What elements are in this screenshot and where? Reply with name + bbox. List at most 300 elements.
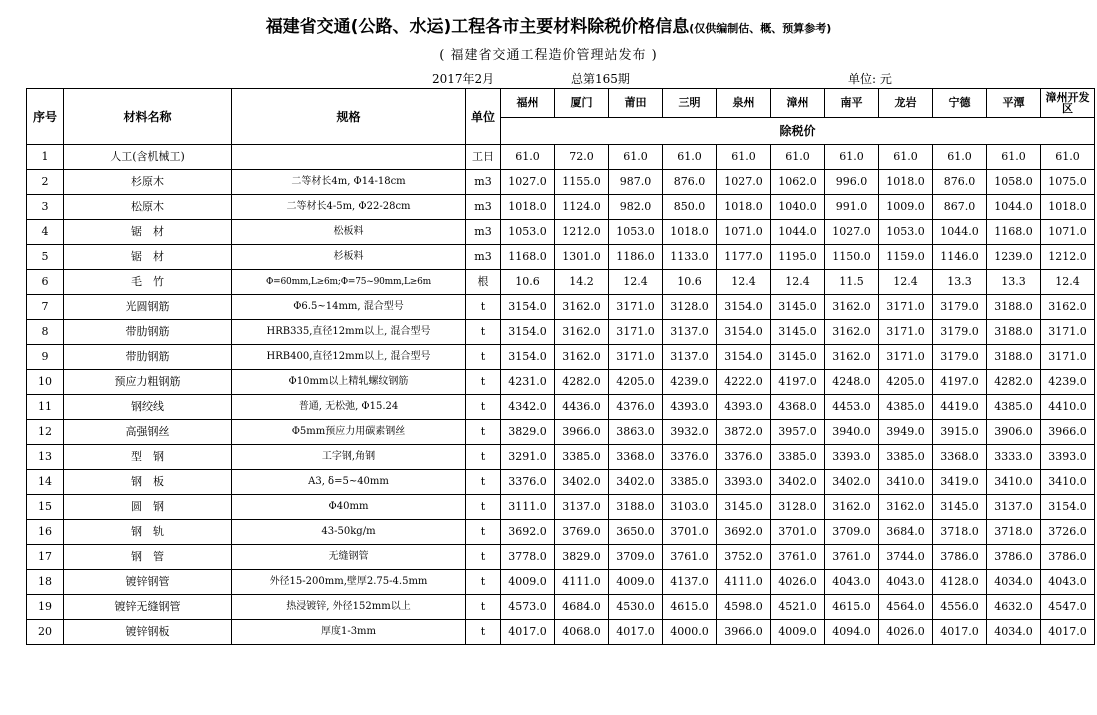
cell-price: 3171.0 [1041,320,1095,345]
cell-price: 3410.0 [879,470,933,495]
cell-price: 4615.0 [825,595,879,620]
cell-price: 4598.0 [717,595,771,620]
cell-price: 1040.0 [771,195,825,220]
cell-price: 4111.0 [555,570,609,595]
cell-price: 4137.0 [663,570,717,595]
cell-price: 4615.0 [663,595,717,620]
cell-price: 3957.0 [771,420,825,445]
cell-spec: 无缝钢管 [232,545,466,570]
cell-price: 3915.0 [933,420,987,445]
cell-spec: 外径15-200mm,壁厚2.75-4.5mm [232,570,466,595]
cell-price: 4556.0 [933,595,987,620]
cell-price: 3137.0 [663,345,717,370]
cell-spec: 二等材长4-5m, Φ22-28cm [232,195,466,220]
cell-price: 1018.0 [1041,195,1095,220]
cell-price: 3786.0 [987,545,1041,570]
cell-price: 1053.0 [609,220,663,245]
cell-price: 4009.0 [609,570,663,595]
cell-price: 3393.0 [717,470,771,495]
cell-price: 3402.0 [555,470,609,495]
cell-price: 12.4 [609,270,663,295]
table-row [27,320,1095,345]
table-row [27,220,1095,245]
cell-price: 3684.0 [879,520,933,545]
cell-price: 3778.0 [501,545,555,570]
cell-price: 1133.0 [663,245,717,270]
cell-price: 3162.0 [825,320,879,345]
cell-price: 3162.0 [555,295,609,320]
cell-seq: 18 [27,570,64,595]
cell-unit: t [466,520,501,545]
cell-price: 61.0 [663,145,717,170]
cell-spec: 二等材长4m, Φ14-18cm [232,170,466,195]
cell-price: 1062.0 [771,170,825,195]
cell-price: 3154.0 [501,345,555,370]
cell-price: 3650.0 [609,520,663,545]
cell-price: 1168.0 [987,220,1041,245]
cell-unit: m3 [466,245,501,270]
cell-spec: Φ40mm [232,495,466,520]
cell-name: 钢绞线 [64,395,232,420]
header-seq: 序号 [27,89,64,145]
cell-name: 镀锌钢板 [64,620,232,645]
cell-price: 3162.0 [555,320,609,345]
cell-spec: 43-50kg/m [232,520,466,545]
cell-price: 3709.0 [825,520,879,545]
header-city: 南平 [825,89,879,118]
cell-price: 1168.0 [501,245,555,270]
unit-label: 单位: 元 [848,72,892,86]
cell-price: 3154.0 [717,320,771,345]
cell-price: 3761.0 [825,545,879,570]
cell-unit: t [466,545,501,570]
cell-price: 12.4 [717,270,771,295]
cell-unit: t [466,620,501,645]
table-row [27,295,1095,320]
cell-price: 1071.0 [1041,220,1095,245]
cell-price: 1018.0 [501,195,555,220]
cell-price: 991.0 [825,195,879,220]
table-row [27,520,1095,545]
cell-seq: 20 [27,620,64,645]
cell-unit: t [466,395,501,420]
cell-name: 人工(含机械工) [64,145,232,170]
header-city: 泉州 [717,89,771,118]
cell-price: 982.0 [609,195,663,220]
cell-price: 4231.0 [501,370,555,395]
cell-price: 1075.0 [1041,170,1095,195]
cell-price: 1053.0 [501,220,555,245]
page-title [0,12,1097,37]
table-row [27,145,1095,170]
cell-price: 4043.0 [1041,570,1095,595]
cell-spec: Φ10mm以上精轧螺纹钢筋 [232,370,466,395]
table-row [27,545,1095,570]
cell-price: 3701.0 [663,520,717,545]
cell-name: 毛 竹 [64,270,232,295]
table-row [27,195,1095,220]
cell-price: 11.5 [825,270,879,295]
cell-price: 1018.0 [879,170,933,195]
cell-price: 4205.0 [609,370,663,395]
cell-spec: 杉板料 [232,245,466,270]
table-row [27,345,1095,370]
cell-seq: 19 [27,595,64,620]
cell-seq: 3 [27,195,64,220]
cell-price: 3368.0 [933,445,987,470]
cell-unit: 根 [466,270,501,295]
cell-price: 3179.0 [933,320,987,345]
cell-name: 钢 管 [64,545,232,570]
cell-price: 3171.0 [609,345,663,370]
cell-price: 1150.0 [825,245,879,270]
cell-price: 1058.0 [987,170,1041,195]
cell-seq: 17 [27,545,64,570]
cell-name: 钢 轨 [64,520,232,545]
cell-price: 4521.0 [771,595,825,620]
cell-seq: 11 [27,395,64,420]
cell-price: 4342.0 [501,395,555,420]
cell-price: 4000.0 [663,620,717,645]
table-row [27,495,1095,520]
cell-price: 4239.0 [663,370,717,395]
cell-price: 12.4 [1041,270,1095,295]
cell-price: 3940.0 [825,420,879,445]
cell-price: 3128.0 [771,495,825,520]
cell-price: 3103.0 [663,495,717,520]
cell-price: 3701.0 [771,520,825,545]
cell-price: 4034.0 [987,620,1041,645]
cell-price: 3786.0 [933,545,987,570]
cell-price: 987.0 [609,170,663,195]
cell-price: 3137.0 [663,320,717,345]
cell-price: 850.0 [663,195,717,220]
cell-price: 1027.0 [501,170,555,195]
cell-seq: 9 [27,345,64,370]
cell-price: 3162.0 [825,495,879,520]
cell-price: 10.6 [663,270,717,295]
cell-seq: 6 [27,270,64,295]
cell-price: 3145.0 [771,345,825,370]
cell-price: 61.0 [1041,145,1095,170]
cell-name: 杉原木 [64,170,232,195]
cell-price: 4205.0 [879,370,933,395]
cell-price: 876.0 [933,170,987,195]
header-city: 福州 [501,89,555,118]
cell-price: 3966.0 [555,420,609,445]
cell-price: 4017.0 [933,620,987,645]
cell-name: 型 钢 [64,445,232,470]
cell-unit: t [466,495,501,520]
cell-price: 3786.0 [1041,545,1095,570]
issue-date: 2017年2月 [432,72,495,86]
cell-price: 1146.0 [933,245,987,270]
cell-price: 3966.0 [1041,420,1095,445]
cell-spec: HRB400,直径12mm以上, 混合型号 [232,345,466,370]
cell-name: 锯 材 [64,220,232,245]
cell-spec: 热浸镀锌, 外径152mm以上 [232,595,466,620]
cell-price: 3171.0 [609,295,663,320]
cell-price: 1053.0 [879,220,933,245]
cell-price: 3726.0 [1041,520,1095,545]
cell-name: 镀锌无缝钢管 [64,595,232,620]
cell-price: 4410.0 [1041,395,1095,420]
cell-spec: Φ=60mm,L≥6m;Φ=75~90mm,L≥6m [232,270,466,295]
cell-price: 3128.0 [663,295,717,320]
cell-price: 1018.0 [717,195,771,220]
cell-spec: HRB335,直径12mm以上, 混合型号 [232,320,466,345]
cell-price: 13.3 [987,270,1041,295]
cell-price: 3949.0 [879,420,933,445]
cell-spec: A3, δ=5~40mm [232,470,466,495]
cell-price: 3692.0 [501,520,555,545]
cell-spec: 普通, 无松弛, Φ15.24 [232,395,466,420]
cell-price: 3385.0 [555,445,609,470]
cell-seq: 15 [27,495,64,520]
cell-unit: t [466,370,501,395]
cell-spec: Φ6.5~14mm, 混合型号 [232,295,466,320]
cell-price: 3179.0 [933,295,987,320]
cell-unit: m3 [466,170,501,195]
header-price-group: 除税价 [501,118,1095,145]
cell-unit: t [466,320,501,345]
cell-unit: t [466,295,501,320]
cell-price: 3906.0 [987,420,1041,445]
cell-unit: m3 [466,220,501,245]
header-city: 三明 [663,89,717,118]
header-city: 莆田 [609,89,663,118]
cell-price: 4197.0 [933,370,987,395]
cell-price: 3291.0 [501,445,555,470]
cell-price: 3376.0 [717,445,771,470]
cell-price: 4547.0 [1041,595,1095,620]
cell-price: 3368.0 [609,445,663,470]
cell-price: 61.0 [825,145,879,170]
cell-price: 3145.0 [771,320,825,345]
cell-price: 3162.0 [555,345,609,370]
cell-price: 3188.0 [609,495,663,520]
cell-price: 3752.0 [717,545,771,570]
cell-price: 3111.0 [501,495,555,520]
cell-price: 3829.0 [555,545,609,570]
cell-price: 61.0 [771,145,825,170]
cell-price: 4009.0 [501,570,555,595]
cell-unit: t [466,470,501,495]
cell-price: 3829.0 [501,420,555,445]
cell-price: 4453.0 [825,395,879,420]
cell-price: 3154.0 [717,295,771,320]
cell-price: 4282.0 [555,370,609,395]
cell-price: 3137.0 [555,495,609,520]
cell-price: 1027.0 [717,170,771,195]
cell-price: 1155.0 [555,170,609,195]
cell-price: 3171.0 [879,295,933,320]
cell-price: 4239.0 [1041,370,1095,395]
cell-price: 3171.0 [879,320,933,345]
cell-seq: 13 [27,445,64,470]
cell-price: 1177.0 [717,245,771,270]
cell-price: 4436.0 [555,395,609,420]
cell-seq: 2 [27,170,64,195]
cell-price: 4222.0 [717,370,771,395]
cell-name: 松原木 [64,195,232,220]
cell-name: 带肋钢筋 [64,320,232,345]
cell-price: 61.0 [987,145,1041,170]
cell-price: 3162.0 [825,345,879,370]
header-city: 厦门 [555,89,609,118]
table-row [27,620,1095,645]
cell-price: 1009.0 [879,195,933,220]
cell-price: 1301.0 [555,245,609,270]
cell-price: 3718.0 [987,520,1041,545]
cell-name: 钢 板 [64,470,232,495]
cell-price: 4026.0 [771,570,825,595]
cell-price: 4111.0 [717,570,771,595]
cell-spec: 厚度1-3mm [232,620,466,645]
cell-price: 3154.0 [501,320,555,345]
cell-price: 4573.0 [501,595,555,620]
table-row [27,170,1095,195]
cell-price: 3385.0 [663,470,717,495]
cell-price: 4393.0 [663,395,717,420]
cell-price: 61.0 [501,145,555,170]
cell-price: 3402.0 [825,470,879,495]
header-name: 材料名称 [64,89,232,145]
cell-price: 3692.0 [717,520,771,545]
cell-price: 3145.0 [771,295,825,320]
cell-seq: 8 [27,320,64,345]
cell-price: 1239.0 [987,245,1041,270]
cell-price: 3154.0 [1041,495,1095,520]
header-city: 平潭 [987,89,1041,118]
table-row [27,595,1095,620]
cell-price: 3402.0 [771,470,825,495]
cell-price: 4034.0 [987,570,1041,595]
cell-price: 1212.0 [1041,245,1095,270]
cell-name: 圆 钢 [64,495,232,520]
cell-price: 61.0 [609,145,663,170]
cell-spec [232,145,466,170]
title-note: (仅供编制估、概、预算参考) [689,22,832,35]
cell-price: 4393.0 [717,395,771,420]
cell-price: 3709.0 [609,545,663,570]
table-row [27,270,1095,295]
cell-price: 3769.0 [555,520,609,545]
cell-price: 4632.0 [987,595,1041,620]
cell-price: 3188.0 [987,345,1041,370]
table-row [27,370,1095,395]
cell-price: 4564.0 [879,595,933,620]
cell-spec: Φ5mm预应力用碳素钢丝 [232,420,466,445]
cell-seq: 16 [27,520,64,545]
cell-price: 4248.0 [825,370,879,395]
cell-price: 996.0 [825,170,879,195]
cell-unit: t [466,345,501,370]
cell-seq: 12 [27,420,64,445]
cell-seq: 4 [27,220,64,245]
cell-name: 镀锌钢管 [64,570,232,595]
header-city: 漳州开发区 [1041,89,1095,118]
cell-unit: t [466,595,501,620]
cell-price: 3145.0 [717,495,771,520]
cell-price: 3863.0 [609,420,663,445]
cell-unit: m3 [466,195,501,220]
cell-seq: 1 [27,145,64,170]
cell-price: 4043.0 [825,570,879,595]
cell-spec: 松板料 [232,220,466,245]
cell-price: 3761.0 [771,545,825,570]
cell-price: 3393.0 [1041,445,1095,470]
cell-price: 4530.0 [609,595,663,620]
cell-price: 4017.0 [609,620,663,645]
cell-price: 61.0 [717,145,771,170]
table-row [27,395,1095,420]
cell-price: 1044.0 [987,195,1041,220]
cell-name: 高强钢丝 [64,420,232,445]
cell-price: 4068.0 [555,620,609,645]
cell-name: 锯 材 [64,245,232,270]
header-city: 宁德 [933,89,987,118]
table-row [27,420,1095,445]
issue-number: 总第165期 [571,72,630,86]
cell-price: 4094.0 [825,620,879,645]
cell-price: 3171.0 [609,320,663,345]
cell-price: 3162.0 [825,295,879,320]
cell-price: 4368.0 [771,395,825,420]
cell-price: 14.2 [555,270,609,295]
cell-price: 3162.0 [879,495,933,520]
cell-price: 3419.0 [933,470,987,495]
cell-price: 3188.0 [987,295,1041,320]
cell-price: 1071.0 [717,220,771,245]
cell-price: 3393.0 [825,445,879,470]
cell-price: 12.4 [771,270,825,295]
cell-seq: 10 [27,370,64,395]
cell-unit: t [466,570,501,595]
cell-price: 3932.0 [663,420,717,445]
table-row [27,470,1095,495]
table-row [27,570,1095,595]
header-city: 龙岩 [879,89,933,118]
cell-price: 4419.0 [933,395,987,420]
cell-seq: 14 [27,470,64,495]
cell-price: 3872.0 [717,420,771,445]
cell-price: 12.4 [879,270,933,295]
cell-price: 3171.0 [879,345,933,370]
cell-price: 3154.0 [501,295,555,320]
cell-price: 72.0 [555,145,609,170]
cell-price: 10.6 [501,270,555,295]
cell-price: 1018.0 [663,220,717,245]
header-spec: 规格 [232,89,466,145]
cell-price: 3761.0 [663,545,717,570]
cell-price: 3402.0 [609,470,663,495]
cell-price: 3162.0 [1041,295,1095,320]
cell-seq: 7 [27,295,64,320]
cell-price: 3188.0 [987,320,1041,345]
cell-price: 61.0 [933,145,987,170]
cell-price: 1044.0 [771,220,825,245]
cell-price: 3410.0 [987,470,1041,495]
publisher-subtitle: ( 福建省交通工程造价管理站发布 ) [439,48,658,63]
cell-price: 3966.0 [717,620,771,645]
cell-price: 4043.0 [879,570,933,595]
cell-unit: t [466,445,501,470]
title-main: 福建省交通(公路、水运)工程各市主要材料除税价格信息 [265,17,690,37]
cell-price: 1186.0 [609,245,663,270]
cell-name: 带肋钢筋 [64,345,232,370]
cell-price: 876.0 [663,170,717,195]
